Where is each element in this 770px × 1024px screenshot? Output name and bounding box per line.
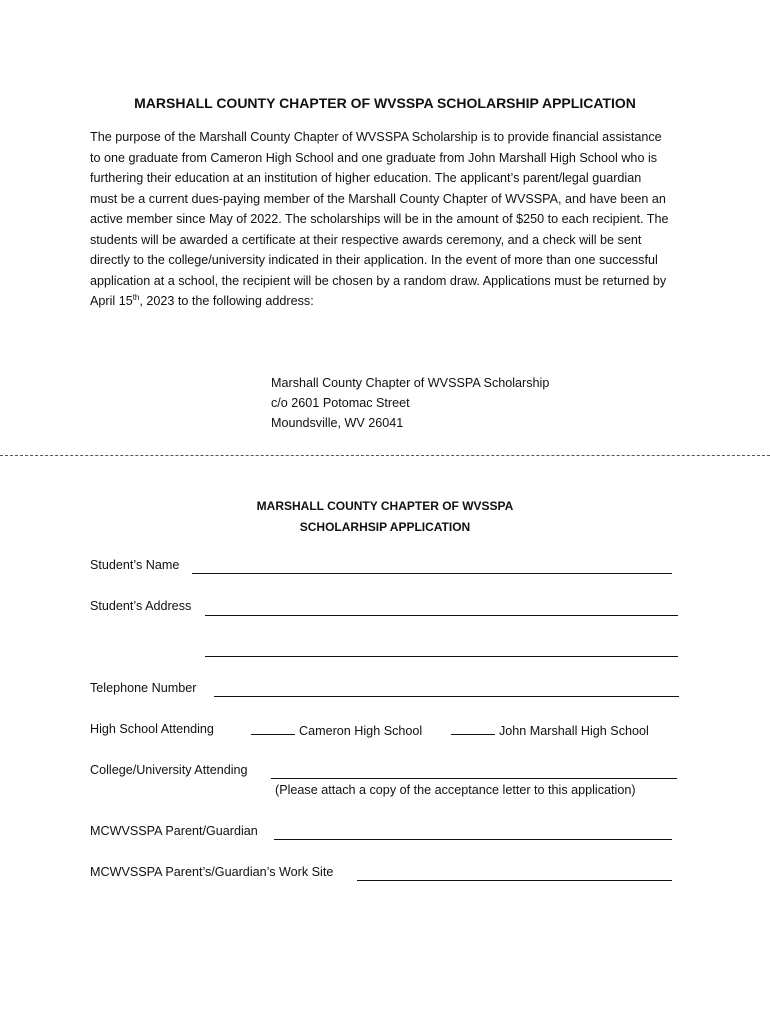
college-label: College/University Attending [90, 763, 248, 777]
john-marshall-check-blank[interactable] [451, 722, 495, 735]
cameron-check-blank[interactable] [251, 722, 295, 735]
cameron-option-label: Cameron High School [299, 724, 423, 738]
intro-paragraph [90, 127, 670, 312]
document-title: MARSHALL COUNTY CHAPTER OF WVSSPA SCHOLARSHIP APPLICATION [134, 95, 636, 111]
work-site-row [90, 865, 333, 879]
mailing-address [271, 373, 549, 433]
cameron-option [251, 722, 422, 738]
address-line: c/o 2601 Potomac Street [271, 396, 410, 410]
college-row [90, 763, 248, 777]
student-address-row [90, 599, 191, 613]
work-site-field[interactable] [357, 866, 672, 881]
john-marshall-option-label: John Marshall High School [499, 724, 649, 738]
intro-text: The purpose of the Marshall County Chapter of WVSSPA Scholarship is to provide financial assistance to one graduate from Cameron High School and one graduate from John Marshall High School who is furthering their education at an institution of higher education. The applicant’s parent/legal guardian must be a current dues-paying member of the Marshall County Chapter of WVSSPA, and have been an active member since May of 2022. The scholarships will be in the amount of $250 to each recipient. The students will be awarded a certificate at their respective awards ceremony, and a check will be sent directly to the college/university indicated in their application. In the event of more than one successful application at a school, the recipient will be chosen by a random draw. Applications must be returned by April 15 [90, 130, 669, 308]
high-school-row [90, 722, 214, 736]
high-school-label: High School Attending [90, 722, 214, 736]
intro-text-end: , 2023 to the following address: [139, 294, 314, 308]
parent-field[interactable] [274, 825, 672, 840]
student-name-row [90, 558, 179, 572]
parent-label: MCWVSSPA Parent/Guardian [90, 824, 258, 838]
intro-superscript: th [132, 292, 140, 302]
cut-line-divider [0, 455, 770, 456]
parent-row [90, 824, 258, 838]
address-line: Moundsville, WV 26041 [271, 416, 404, 430]
student-name-label: Student’s Name [90, 558, 180, 572]
john-marshall-option [451, 722, 649, 738]
student-name-field[interactable] [192, 559, 672, 574]
address-line: Marshall County Chapter of WVSSPA Scholarship [271, 376, 550, 390]
telephone-row [90, 681, 196, 695]
college-field[interactable] [271, 764, 677, 779]
student-address-field-line2[interactable] [205, 642, 678, 657]
college-note: (Please attach a copy of the acceptance letter to this application) [275, 783, 636, 797]
form-title-line: MARSHALL COUNTY CHAPTER OF WVSSPA [256, 499, 514, 513]
form-title [0, 496, 770, 538]
telephone-label: Telephone Number [90, 681, 197, 695]
telephone-field[interactable] [214, 682, 679, 697]
student-address-field[interactable] [205, 601, 678, 616]
form-title-line: SCHOLARHSIP APPLICATION [299, 520, 471, 534]
work-site-label: MCWVSSPA Parent’s/Guardian’s Work Site [90, 865, 334, 879]
student-address-label: Student’s Address [90, 599, 192, 613]
